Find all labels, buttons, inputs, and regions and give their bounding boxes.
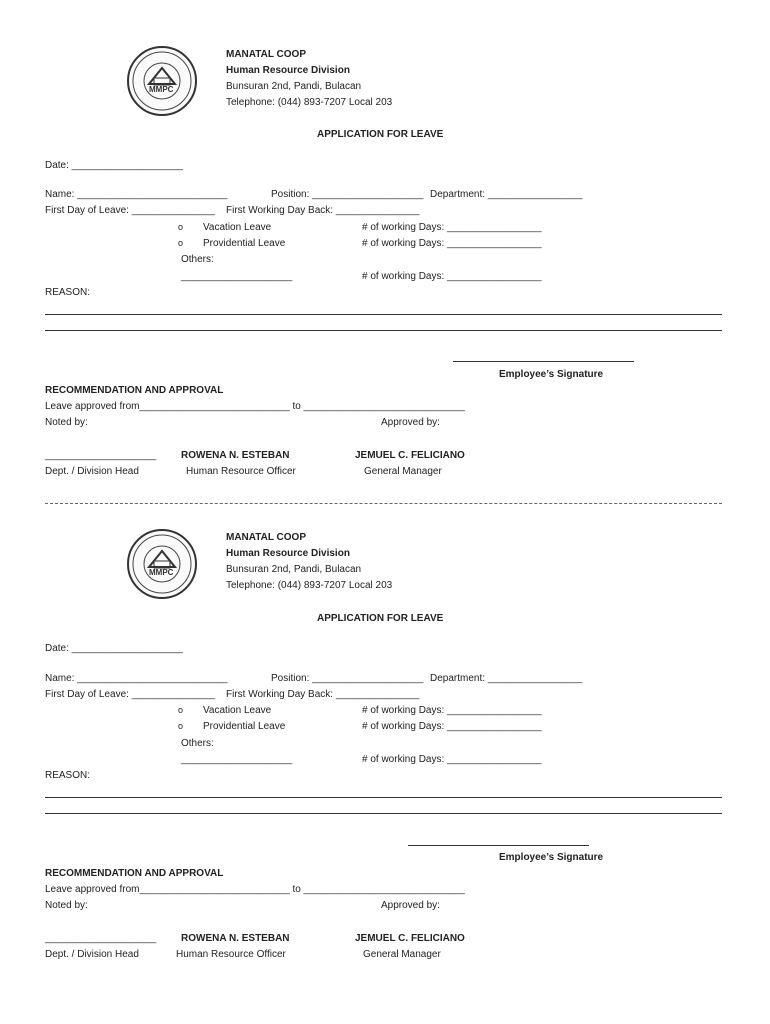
recommendation-title: RECOMMENDATION AND APPROVAL bbox=[45, 385, 224, 396]
address: Bunsuran 2nd, Pandi, Bulacan bbox=[226, 564, 362, 575]
providential-working-days-field[interactable]: # of working Days: _________________ bbox=[362, 721, 542, 732]
gm-name: JEMUEL C. FELICIANO bbox=[355, 450, 465, 461]
reason-line-1[interactable] bbox=[45, 314, 722, 315]
date-field[interactable]: Date: ____________________ bbox=[45, 643, 183, 654]
seal-graphic bbox=[129, 48, 195, 114]
providential-leave-bullet: o bbox=[178, 721, 184, 731]
reason-line-1[interactable] bbox=[45, 797, 722, 798]
reason-line-2[interactable] bbox=[45, 813, 722, 814]
division-name: Human Resource Division bbox=[226, 548, 350, 559]
department-field[interactable]: Department: _________________ bbox=[430, 673, 583, 684]
telephone: Telephone: (044) 893-7207 Local 203 bbox=[226, 97, 393, 108]
department-field[interactable]: Department: _________________ bbox=[430, 189, 583, 200]
first-day-field[interactable]: First Day of Leave: _______________ bbox=[45, 689, 216, 700]
employee-signature-label: Employee’s Signature bbox=[499, 852, 604, 863]
org-name: MANATAL COOP bbox=[226, 532, 306, 543]
logo-text: MMPC bbox=[149, 568, 174, 577]
others-working-days-field[interactable]: # of working Days: _________________ bbox=[362, 754, 542, 765]
org-name: MANATAL COOP bbox=[226, 49, 306, 60]
dept-head-signature-field[interactable]: ____________________ bbox=[45, 933, 157, 944]
employee-signature-label: Employee’s Signature bbox=[499, 369, 604, 380]
first-working-day-field[interactable]: First Working Day Back: _______________ bbox=[226, 205, 420, 216]
division-name: Human Resource Division bbox=[226, 65, 350, 76]
employee-signature-line[interactable] bbox=[453, 361, 634, 362]
gm-title: General Manager bbox=[364, 466, 442, 477]
vacation-working-days-field[interactable]: # of working Days: _________________ bbox=[362, 705, 542, 716]
providential-leave-option[interactable]: Providential Leave bbox=[203, 238, 286, 249]
vacation-leave-bullet: o bbox=[178, 705, 184, 715]
others-field[interactable]: ____________________ bbox=[181, 754, 293, 765]
hr-officer-title: Human Resource Officer bbox=[186, 466, 296, 477]
coop-seal-logo bbox=[127, 529, 197, 599]
form-title: APPLICATION FOR LEAVE bbox=[317, 613, 444, 624]
vacation-leave-option[interactable]: Vacation Leave bbox=[203, 222, 272, 233]
position-field[interactable]: Position: ____________________ bbox=[271, 189, 424, 200]
dept-head-signature-field[interactable]: ____________________ bbox=[45, 450, 157, 461]
others-field[interactable]: ____________________ bbox=[181, 271, 293, 282]
coop-seal-logo bbox=[127, 46, 197, 116]
noted-by-label: Noted by: bbox=[45, 417, 88, 428]
providential-leave-bullet: o bbox=[178, 238, 184, 248]
vacation-working-days-field[interactable]: # of working Days: _________________ bbox=[362, 222, 542, 233]
others-label: Others: bbox=[181, 254, 214, 265]
date-field[interactable]: Date: ____________________ bbox=[45, 160, 183, 171]
approved-by-label: Approved by: bbox=[381, 417, 440, 428]
first-day-field[interactable]: First Day of Leave: _______________ bbox=[45, 205, 216, 216]
hr-officer-name: ROWENA N. ESTEBAN bbox=[181, 450, 290, 461]
reason-label: REASON: bbox=[45, 770, 91, 781]
leave-approved-field[interactable]: Leave approved from___________________________ to _____________________________ bbox=[45, 884, 465, 895]
hr-officer-title: Human Resource Officer bbox=[176, 949, 286, 960]
logo-text: MMPC bbox=[149, 85, 174, 94]
leave-approved-field[interactable]: Leave approved from___________________________ to _____________________________ bbox=[45, 401, 465, 412]
approved-by-label: Approved by: bbox=[381, 900, 440, 911]
employee-signature-line[interactable] bbox=[408, 845, 589, 846]
address: Bunsuran 2nd, Pandi, Bulacan bbox=[226, 81, 362, 92]
position-field[interactable]: Position: ____________________ bbox=[271, 673, 424, 684]
dept-head-title: Dept. / Division Head bbox=[45, 949, 139, 960]
providential-leave-option[interactable]: Providential Leave bbox=[203, 721, 286, 732]
recommendation-title: RECOMMENDATION AND APPROVAL bbox=[45, 868, 224, 879]
name-field[interactable]: Name: ___________________________ bbox=[45, 673, 228, 684]
noted-by-label: Noted by: bbox=[45, 900, 88, 911]
dept-head-title: Dept. / Division Head bbox=[45, 466, 139, 477]
providential-working-days-field[interactable]: # of working Days: _________________ bbox=[362, 238, 542, 249]
reason-line-2[interactable] bbox=[45, 330, 722, 331]
name-field[interactable]: Name: ___________________________ bbox=[45, 189, 228, 200]
gm-title: General Manager bbox=[363, 949, 441, 960]
form-title: APPLICATION FOR LEAVE bbox=[317, 129, 444, 140]
vacation-leave-bullet: o bbox=[178, 222, 184, 232]
hr-officer-name: ROWENA N. ESTEBAN bbox=[181, 933, 290, 944]
first-working-day-field[interactable]: First Working Day Back: _______________ bbox=[226, 689, 420, 700]
seal-graphic bbox=[129, 531, 195, 597]
vacation-leave-option[interactable]: Vacation Leave bbox=[203, 705, 272, 716]
gm-name: JEMUEL C. FELICIANO bbox=[355, 933, 465, 944]
others-label: Others: bbox=[181, 738, 214, 749]
reason-label: REASON: bbox=[45, 287, 91, 298]
cut-line-separator bbox=[45, 503, 722, 504]
others-working-days-field[interactable]: # of working Days: _________________ bbox=[362, 271, 542, 282]
telephone: Telephone: (044) 893-7207 Local 203 bbox=[226, 580, 393, 591]
